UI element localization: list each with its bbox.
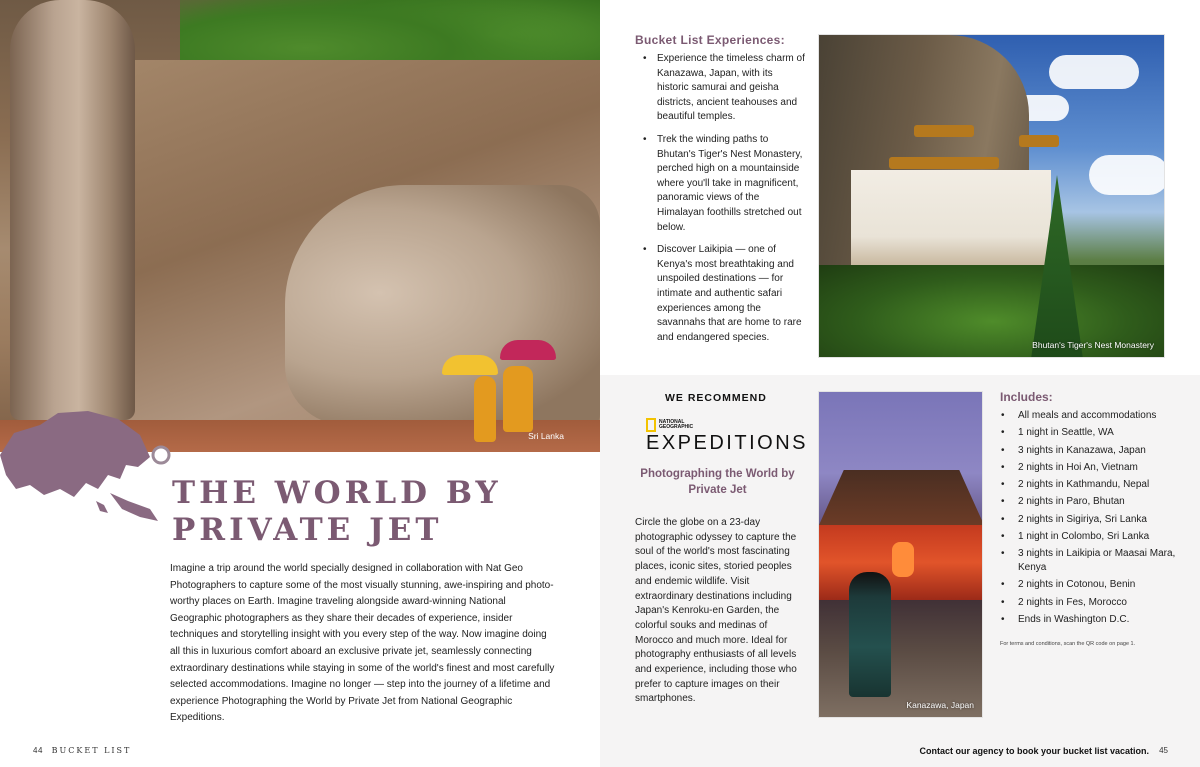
photo-caption-bhutan: Bhutan's Tiger's Nest Monastery xyxy=(1032,340,1154,350)
folio-left xyxy=(33,746,131,755)
terms-note: For terms and conditions, scan the QR code on page 1. xyxy=(1000,641,1136,647)
list-item: • 2 nights in Hoi An, Vietnam xyxy=(1018,461,1188,475)
list-item: • 2 nights in Paro, Bhutan xyxy=(1018,495,1188,509)
monastery-building xyxy=(851,170,1051,265)
list-item: • 2 nights in Sigiriya, Sri Lanka xyxy=(1018,513,1188,527)
monk-figure xyxy=(474,376,496,442)
list-item: • Trek the winding paths to Bhutan's Tiger's Nest Monastery, perched high on a mountainside where you'll take in magnificent, panoramic views of the Himalayan foothills stretched out below. xyxy=(657,133,805,235)
page-number-left: 44 xyxy=(33,746,43,755)
monk-figure xyxy=(503,366,533,432)
red-lantern xyxy=(892,542,914,577)
sri-lanka-buddha-photo xyxy=(0,0,600,452)
reclining-buddha-statue xyxy=(285,185,600,425)
intro-paragraph: Imagine a trip around the world specially designed in collaboration with Nat Geo Photographers to capture some of the most visually stunning, awe-inspiring and photo-worthy places on Earth. Imagine traveling alongside award-winning National Geographic photographers as they share their decades of experience, insider techniques and storytelling insight with you every step of the way. Now imagine doing all this in luxurious comfort aboard an exclusive private jet, seamlessly connecting extraordinary destinations while staying in some of the world's finest and most carefully selected accommodations. Imagine no longer — step into the journey of a lifetime and experience Photographing the World by Private Jet from National Geographic Expeditions. xyxy=(170,563,555,724)
bucket-list xyxy=(657,52,805,353)
headline-line-2: PRIVATE JET xyxy=(172,512,443,548)
asia-map-icon xyxy=(0,405,175,530)
natgeo-yellow-border-icon xyxy=(646,418,656,432)
pink-umbrella xyxy=(500,340,556,360)
list-item: • 3 nights in Kanazawa, Japan xyxy=(1018,444,1188,458)
page-number-right: 45 xyxy=(1159,746,1168,755)
photo-caption-sri-lanka: Sri Lanka xyxy=(528,431,564,441)
trip-title: Photographing the World by Private Jet xyxy=(640,468,795,496)
includes-heading: Includes: xyxy=(1000,390,1053,404)
trip-description: Circle the globe on a 23-day photographic odyssey to capture the soul of the world's most fascinating places, iconic sites, storied peoples and endemic wildlife. Visit extraordinary destinations including Japan's Kenroku-en Garden, the colorful souks and medinas of Morocco and much more. Ideal for photography enthusiasts of all levels and experience, including those who prefer to capture images on their smartphones. xyxy=(635,517,797,705)
section-name: BUCKET LIST xyxy=(51,746,132,755)
list-item: • 1 night in Colombo, Sri Lanka xyxy=(1018,530,1188,544)
contact-cta: Contact our agency to book your bucket list vacation. xyxy=(919,746,1149,756)
standing-buddha-statue xyxy=(10,0,135,420)
includes-list xyxy=(1018,409,1188,630)
natgeo-logo xyxy=(646,418,699,432)
list-item: • 2 nights in Kathmandu, Nepal xyxy=(1018,478,1188,492)
list-item: • All meals and accommodations xyxy=(1018,409,1188,423)
temple-roof xyxy=(819,470,983,525)
cloud xyxy=(1049,55,1139,89)
right-page xyxy=(600,0,1200,767)
list-item: • Ends in Washington D.C. xyxy=(1018,613,1188,627)
cloud xyxy=(1089,155,1165,195)
list-item: • 2 nights in Cotonou, Benin xyxy=(1018,578,1188,592)
monastery-roof xyxy=(914,125,974,137)
list-item: • Discover Laikipia — one of Kenya's most breathtaking and unspoiled destinations — for intimate and authentic safari experiences among the savannahs that are home to rare and endangered species. xyxy=(657,243,805,345)
bucket-list-heading: Bucket List Experiences: xyxy=(635,33,785,47)
bhutan-monastery-photo xyxy=(818,34,1165,358)
monastery-roof xyxy=(1019,135,1059,147)
we-recommend-label: WE RECOMMEND xyxy=(665,392,767,404)
list-item: • Experience the timeless charm of Kanazawa, Japan, with its historic samurai and geisha districts, ancient teahouses and beautiful temples. xyxy=(657,52,805,125)
natgeo-wordmark: NATIONAL GEOGRAPHIC xyxy=(659,418,694,430)
kanazawa-temple-photo xyxy=(818,391,983,718)
expeditions-wordmark: EXPEDITIONS xyxy=(646,432,808,454)
photo-caption-kanazawa: Kanazawa, Japan xyxy=(906,700,974,710)
headline-line-1: THE WORLD BY xyxy=(172,475,502,511)
list-item: • 1 night in Seattle, WA xyxy=(1018,426,1188,440)
kimono-figure xyxy=(849,572,891,697)
headline xyxy=(172,475,592,549)
list-item: • 2 nights in Fes, Morocco xyxy=(1018,596,1188,610)
monastery-roof xyxy=(889,157,999,169)
list-item: • 3 nights in Laikipia or Maasai Mara, Kenya xyxy=(1018,547,1188,574)
yellow-umbrella xyxy=(442,355,498,375)
